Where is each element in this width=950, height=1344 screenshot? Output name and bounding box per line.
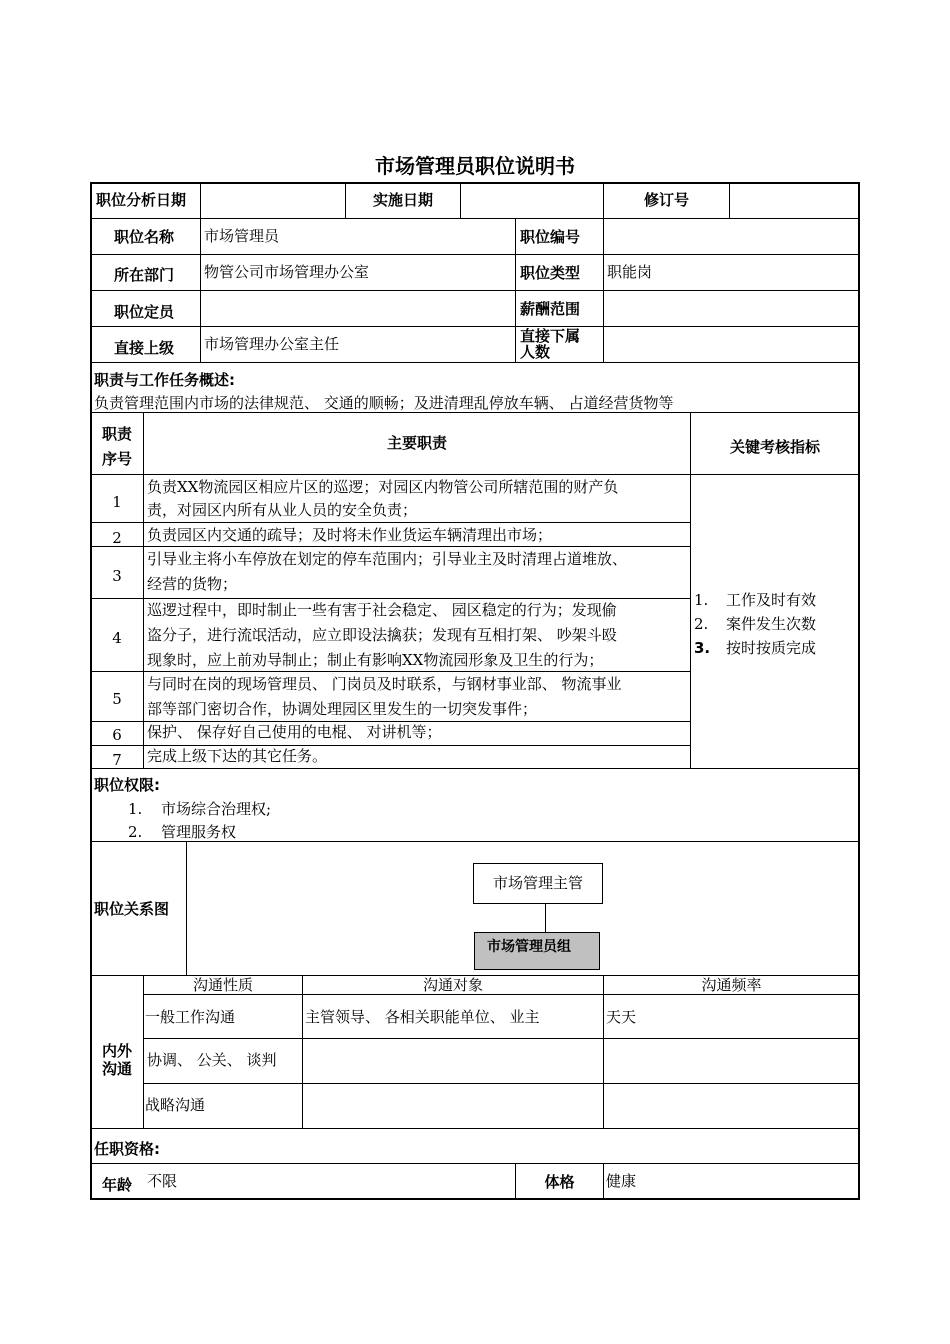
kpi-item-text: 案件发生次数: [726, 615, 817, 633]
org-box-position: 市场管理员组: [474, 932, 600, 970]
kpi-item-num: 2.: [694, 615, 709, 633]
duty-no: 3: [112, 567, 122, 585]
authority-item-num: 2.: [128, 823, 143, 841]
relation-chart-label: 职位关系图: [94, 900, 170, 918]
main-duties-header: 主要职责: [386, 434, 447, 452]
duty-text-line: 负责XX物流园区相应片区的巡逻；对园区内物管公司所辖范围的财产负: [147, 478, 619, 496]
comm-target-cell: 主管领导、 各相关职能单位、 业主: [305, 1008, 540, 1026]
comm-nature-cell: 一般工作沟通: [145, 1008, 236, 1026]
kpi-item-num: 1.: [694, 591, 709, 609]
duty-text-line: 部等部门密切合作，协调处理园区里发生的一切突发事件；: [147, 700, 538, 718]
communication-label-line2: 沟通: [101, 1060, 132, 1078]
age-value: 不限: [147, 1172, 178, 1190]
authority-item-text: 市场综合治理权;: [161, 800, 272, 818]
comm-frequency-cell: 天天: [606, 1008, 637, 1026]
duty-no: 6: [112, 726, 122, 744]
impl-date-label: 实施日期: [372, 191, 433, 209]
comm-col-target: 沟通对象: [422, 976, 483, 994]
job-quota-label: 职位定员: [114, 303, 175, 321]
analysis-date-label: 职位分析日期: [96, 191, 187, 209]
kpi-item-num: 3.: [694, 639, 711, 657]
comm-nature-cell: 战略沟通: [145, 1096, 206, 1114]
duty-no-header-line2: 序号: [101, 450, 132, 468]
direct-superior-label: 直接上级: [114, 339, 175, 357]
duty-no: 5: [112, 690, 122, 708]
duty-no: 4: [112, 629, 122, 647]
job-code-label: 职位编号: [520, 228, 581, 246]
duty-text-line: 巡逻过程中，即时制止一些有害于社会稳定、 园区稳定的行为；发现偷: [147, 601, 617, 619]
job-name-value[interactable]: 市场管理员: [204, 227, 280, 245]
duty-text-line: 负责园区内交通的疏导；及时将未作业货运车辆清理出市场；: [147, 526, 553, 544]
physique-value: 健康: [606, 1172, 637, 1190]
duty-text-line: 引导业主将小车停放在划定的停车范围内；引导业主及时清理占道堆放、: [147, 550, 628, 568]
org-connector: [545, 904, 546, 932]
job-name-label: 职位名称: [114, 228, 175, 246]
duty-text-line: 完成上级下达的其它任务。: [147, 747, 328, 765]
comm-nature-cell: 协调、 公关、 谈判: [147, 1051, 277, 1069]
summary-text: 负责管理范围内市场的法律规范、 交通的顺畅；及进清理乱停放车辆、 占道经营货物等: [94, 394, 674, 412]
duty-no: 2: [112, 529, 122, 547]
duty-no-header-line1: 职责: [101, 425, 132, 443]
revision-label: 修订号: [643, 191, 689, 209]
job-type-value[interactable]: 职能岗: [607, 263, 653, 281]
duty-text-line: 经营的货物；: [147, 575, 238, 593]
kpi-item-text: 工作及时有效: [726, 591, 817, 609]
subordinates-label-line1: 直接下属: [520, 327, 581, 345]
department-label: 所在部门: [114, 266, 175, 284]
comm-col-frequency: 沟通频率: [701, 976, 762, 994]
physique-label: 体格: [544, 1173, 575, 1191]
job-type-label: 职位类型: [520, 264, 581, 282]
duty-text-line: 保护、 保存好自己使用的电棍、 对讲机等；: [147, 723, 442, 741]
comm-col-nature: 沟通性质: [192, 976, 253, 994]
duty-text-line: 责，对园区内所有从业人员的安全负责；: [147, 501, 418, 519]
page-title: 市场管理员职位说明书: [375, 154, 575, 178]
qualification-label: 任职资格:: [94, 1140, 160, 1158]
duty-text-line: 盗分子，进行流氓活动，应立即设法擒获；发现有互相打架、 吵架斗殴: [147, 626, 617, 644]
subordinates-label-line2: 人数: [520, 343, 551, 361]
duty-no: 7: [112, 751, 122, 769]
salary-range-label: 薪酬范围: [520, 300, 581, 318]
communication-label-line1: 内外: [101, 1042, 132, 1060]
department-value[interactable]: 物管公司市场管理办公室: [204, 263, 370, 281]
org-box-supervisor: 市场管理主管: [473, 863, 603, 904]
authority-label: 职位权限:: [94, 776, 160, 794]
duty-no: 1: [112, 493, 122, 511]
direct-superior-value[interactable]: 市场管理办公室主任: [204, 335, 340, 353]
duty-text-line: 与同时在岗的现场管理员、 门岗员及时联系，与钢材事业部、 物流事业: [147, 675, 622, 693]
kpi-header: 关键考核指标: [729, 438, 820, 456]
summary-label: 职责与工作任务概述:: [94, 371, 235, 389]
kpi-item-text: 按时按质完成: [726, 639, 817, 657]
duty-text-line: 现象时，应上前劝导制止；制止有影响XX物流园形象及卫生的行为；: [147, 651, 604, 669]
authority-item-text: 管理服务权: [161, 823, 237, 841]
age-label: 年龄: [102, 1176, 133, 1194]
authority-item-num: 1.: [128, 800, 143, 818]
